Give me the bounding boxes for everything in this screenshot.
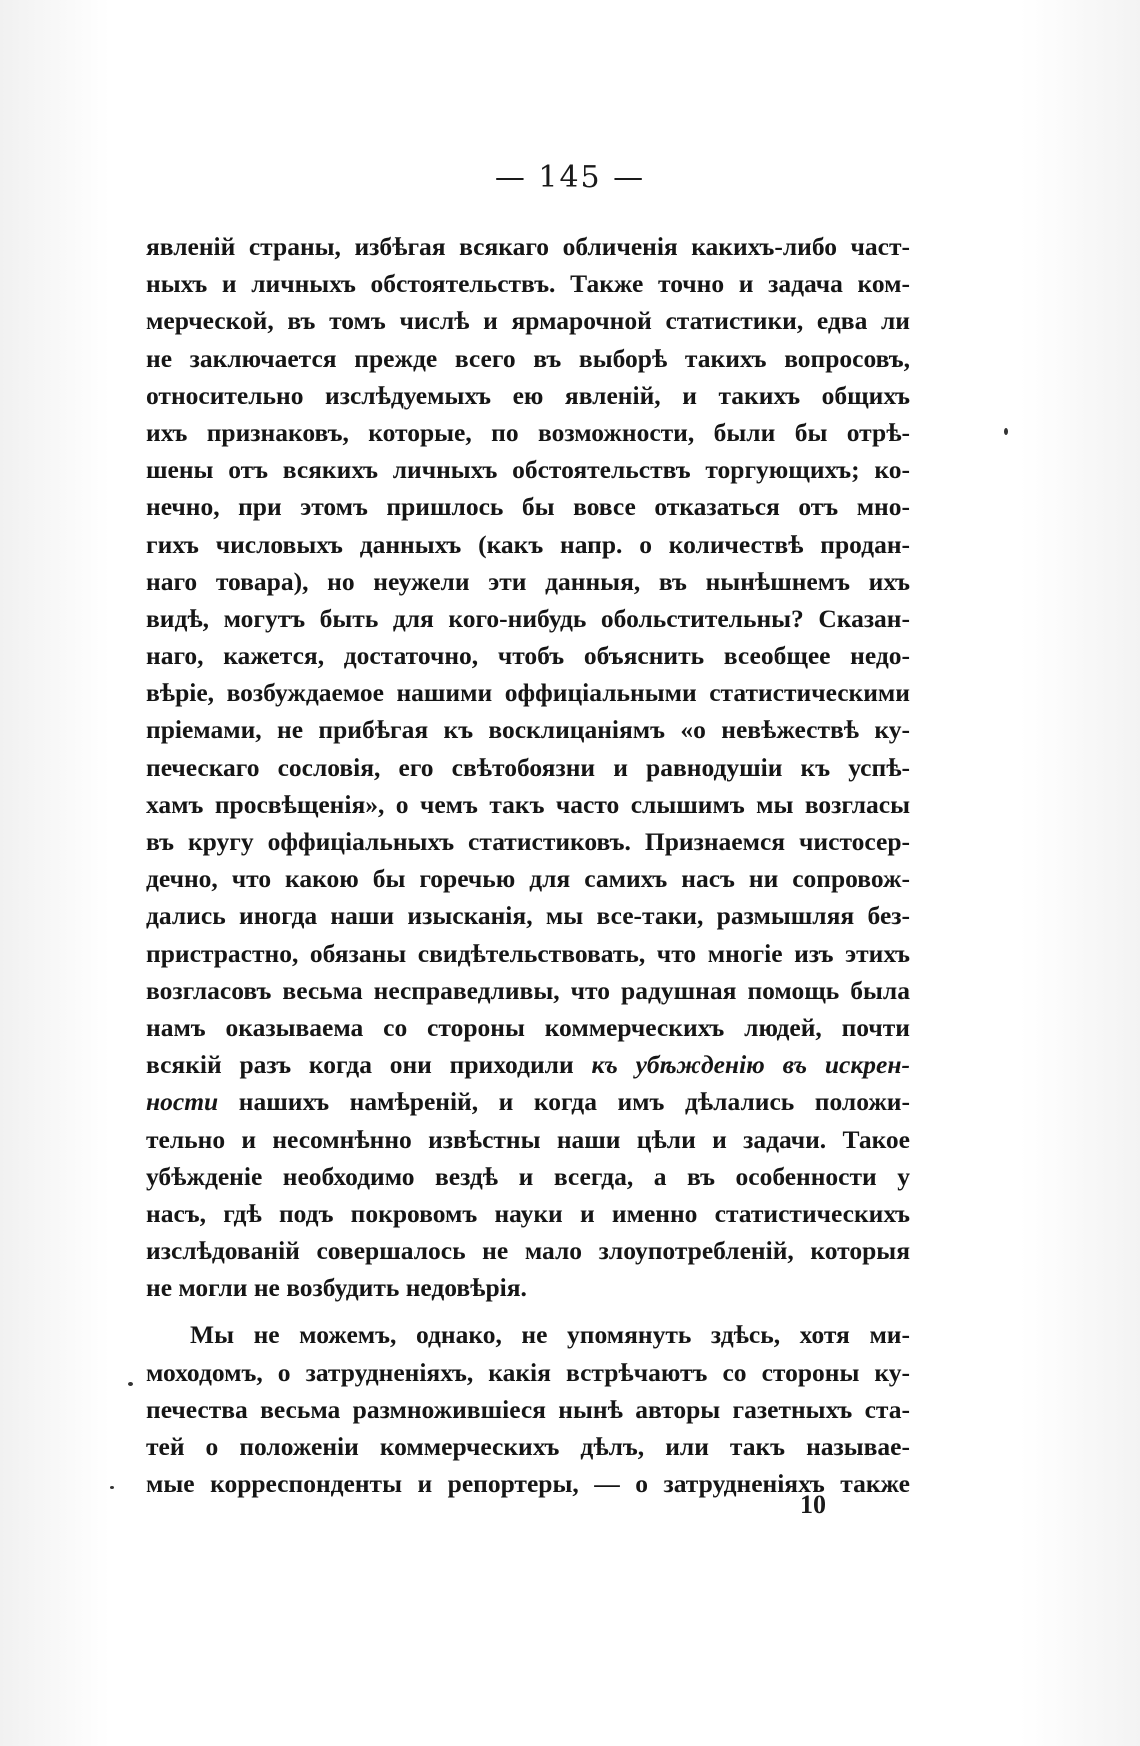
text-line: дались иногда наши изысканія, мы все-таки, размышляя без-	[146, 901, 910, 931]
text-line: пріемами, не прибѣгая къ восклицаніямъ «о невѣжествѣ ку-	[146, 715, 910, 745]
text-line: наго, кажется, достаточно, чтобъ объяснить всеобщее недо-	[146, 641, 910, 671]
text-line: возгласовъ весьма несправедливы, что радушная помощь была	[146, 975, 910, 1005]
text-line: вѣріе, возбуждаемое нашими оффиціальными статистическими	[146, 678, 910, 708]
text-line: видѣ, могутъ быть для кого-нибудь обольстительны? Сказан-	[146, 603, 910, 633]
text-line: не заключается прежде всего въ выборѣ такихъ вопросовъ,	[146, 343, 910, 373]
signature-number: 10	[800, 1490, 826, 1519]
scan-speck	[1004, 428, 1008, 435]
text-line: нечно, при этомъ пришлось бы вовсе отказаться отъ мно-	[146, 492, 910, 522]
text-line: убѣжденіе необходимо вездѣ и всегда, а въ особенности у	[146, 1161, 910, 1191]
text-line: печества весьма размножившіеся нынѣ авторы газетныхъ ста-	[146, 1394, 910, 1424]
text-line: относительно изслѣдуемыхъ ею явленій, и такихъ общихъ	[146, 380, 910, 410]
text-line: мерческой, въ томъ числѣ и ярмарочной статистики, едва ли	[146, 306, 910, 336]
text-line: гихъ числовыхъ данныхъ (какъ напр. о количествѣ продан-	[146, 529, 910, 559]
text-line: насъ, гдѣ подъ покровомъ науки и именно статистическихъ	[146, 1198, 910, 1228]
text-line: ихъ признаковъ, которые, по возможности, были бы отрѣ-	[146, 417, 910, 447]
paragraph-gap	[146, 1306, 910, 1316]
text-line-last: не могли не возбудить недовѣрія.	[146, 1273, 527, 1303]
page-number: — 145 —	[494, 160, 646, 195]
text-line: намъ оказываема со стороны коммерческихъ людей, почти	[146, 1012, 910, 1042]
italic-emphasis: къ убѣжденію въ искрен-	[591, 1050, 910, 1080]
page-edge-shadow-right	[1020, 0, 1140, 1746]
text-line: моходомъ, о затрудненіяхъ, какія встрѣчаютъ со стороны ку-	[146, 1357, 910, 1387]
body-text	[146, 228, 910, 1502]
text-line: ныхъ и личныхъ обстоятельствъ. Также точно и задача ком-	[146, 269, 910, 299]
text-line: въ кругу оффиціальныхъ статистиковъ. Признаемся чистосер-	[146, 827, 910, 856]
page-edge-shadow-left	[0, 0, 110, 1746]
text-line: явленій страны, избѣгая всякаго обличенія какихъ-либо част-	[146, 232, 910, 261]
text-line: печескаго сословія, его свѣтобоязни и равнодушіи къ успѣ-	[146, 752, 910, 782]
text-line: дечно, что какою бы горечью для самихъ насъ ни сопровож-	[146, 864, 910, 894]
text-line: хамъ просвѣщенія», о чемъ такъ часто слышимъ мы возгласы	[146, 789, 910, 819]
text-line: мые корреспонденты и репортеры, — о затрудненіяхъ также	[146, 1469, 910, 1499]
text-line: изслѣдованій совершалось не мало злоупотребленій, которыя	[146, 1236, 910, 1266]
text-segment: нашихъ намѣреній, и когда имъ дѣлались положи-	[238, 1087, 910, 1117]
text-line: тей о положеніи коммерческихъ дѣлъ, или такъ называе-	[146, 1432, 910, 1461]
scan-speck	[110, 1486, 114, 1489]
text-line-with-emphasis	[146, 1083, 910, 1120]
text-line-indented: Мы не можемъ, однако, не упомянуть здѣсь, хотя ми-	[190, 1320, 910, 1350]
text-line-with-emphasis	[146, 1046, 910, 1083]
text-line: пристрастно, обязаны свидѣтельствовать, что многіе изъ этихъ	[146, 938, 910, 968]
scan-speck	[128, 1382, 133, 1386]
text-line: шены отъ всякихъ личныхъ обстоятельствъ торгующихъ; ко-	[146, 455, 910, 485]
text-line: тельно и несомнѣнно извѣстны наши цѣли и задачи. Такое	[146, 1124, 910, 1154]
text-line: наго товара), но неужели эти данныя, въ нынѣшнемъ ихъ	[146, 566, 910, 596]
printer-signature-mark	[0, 1490, 1140, 1520]
italic-emphasis: ности	[146, 1087, 219, 1117]
text-segment: всякій разъ когда они приходили	[146, 1050, 574, 1080]
